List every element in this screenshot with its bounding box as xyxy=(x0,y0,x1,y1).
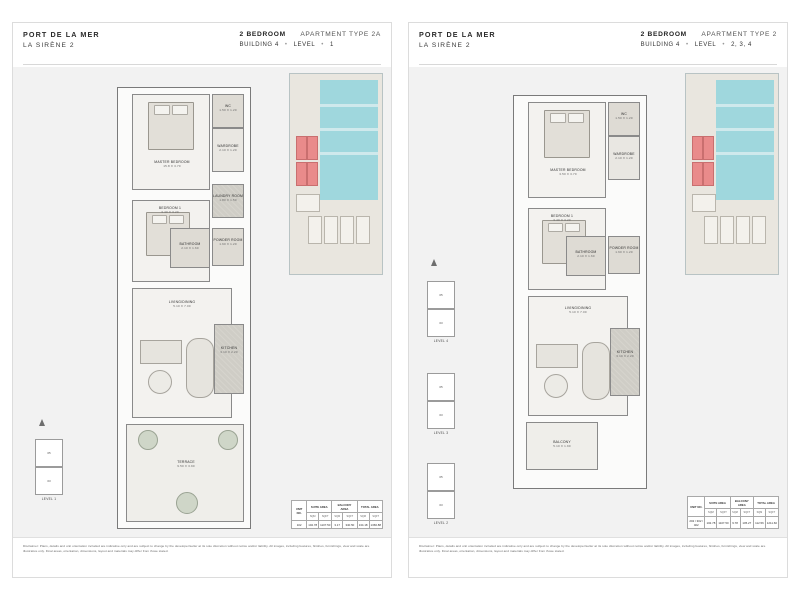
site-building-highlight-r1 xyxy=(692,136,703,160)
furniture-sofa xyxy=(140,340,182,364)
col-balcony-area-right: BALCONY AREA xyxy=(730,497,754,509)
sub-sqft-r1: SQFT xyxy=(717,509,730,517)
level-key-tile-3a: 05 xyxy=(427,373,455,401)
separator-dot-right-2: • xyxy=(722,42,726,48)
apartment-type: APARTMENT TYPE 2A xyxy=(300,31,381,38)
floor-plate-right xyxy=(513,95,647,489)
cell-suite-sqft: 1107.50 xyxy=(320,522,331,527)
site-building-highlight xyxy=(296,136,307,160)
site-building-highlight-2 xyxy=(307,136,318,160)
project-subtitle: LA SIRÈNE 2 xyxy=(23,42,75,49)
furniture-pillow-4 xyxy=(169,215,184,224)
site-pier-r3 xyxy=(716,152,774,155)
north-arrow-shape-right xyxy=(431,259,437,266)
site-building-r5 xyxy=(752,216,766,244)
cell-balcony-sqft-right: 105.27 xyxy=(740,517,754,529)
north-arrow-icon xyxy=(39,419,45,426)
plan-canvas-right xyxy=(409,67,787,537)
site-key-plan xyxy=(289,73,383,275)
room-label-kitchen-right: KITCHEN 3.10 X 2.20 xyxy=(616,350,634,359)
level-key-tile-3b: 03 xyxy=(427,401,455,429)
level-label-right: LEVEL xyxy=(694,42,717,48)
cell-suite-sqft-right: 1107.50 xyxy=(717,517,730,529)
site-building-highlight-r4 xyxy=(703,162,714,186)
sub-sqm-r2: SQM xyxy=(730,509,740,517)
level-label: LEVEL xyxy=(293,42,316,48)
plan-canvas-left xyxy=(13,67,391,537)
site-marina-water-right xyxy=(716,80,774,200)
site-building-r2 xyxy=(704,216,718,244)
floor-plate xyxy=(117,87,251,529)
level-key-block-3 xyxy=(427,373,455,435)
footer-left xyxy=(13,537,391,577)
project-title-right: PORT DE LA MER xyxy=(419,30,496,39)
sub-sqm-2: SQM xyxy=(332,513,343,521)
site-key-plan-right xyxy=(685,73,779,275)
furniture-pillow-r3 xyxy=(548,223,563,232)
cell-balcony-sqm-right: 9.78 xyxy=(730,517,740,529)
cell-suite-sqm: 102.78 xyxy=(308,522,318,527)
site-pier-r2 xyxy=(716,128,774,131)
cell-unit-no-right: 202 / 302 / 402 xyxy=(689,518,704,527)
floorplan-sheet-left xyxy=(12,22,392,578)
furniture-dining-table-right xyxy=(582,342,610,400)
room-label-wc-right: WC 1.50 X 1.20 xyxy=(615,112,633,121)
furniture-pillow-3 xyxy=(152,215,167,224)
area-table-header-row xyxy=(292,501,383,513)
sheet-gap-divider xyxy=(396,0,398,600)
apartment-type-right: APARTMENT TYPE 2 xyxy=(701,31,777,38)
room-powder-right xyxy=(608,236,640,274)
site-building-r3 xyxy=(720,216,734,244)
level-value-right: 2, 3, 4 xyxy=(731,42,752,48)
site-building-r1 xyxy=(692,194,716,212)
room-label-living-dining: LIVING/DINING 5.10 X 7.00 xyxy=(168,300,196,309)
level-key-tile-2a: 05 xyxy=(427,463,455,491)
col-total-area: TOTAL AREA xyxy=(357,501,382,513)
table-row xyxy=(292,521,383,529)
disclaimer-text: Disclaimer: Plans, details and unit orientation included are indicative only and are subject to change by the developer/seller at its sole discretion without notice and/or liability. All images, including features, finishes, furnishings, view and scale are illustrative only. Final areas, orientation, dimensions, layout and materials may differ from those stated. xyxy=(23,544,370,553)
room-label-wardrobe: WARDROBE 2.10 X 1.20 xyxy=(217,144,239,153)
sub-sqft-1: SQFT xyxy=(319,513,332,521)
site-building-highlight-r3 xyxy=(692,162,703,186)
area-table-header-row-right xyxy=(688,497,779,509)
level-key-block xyxy=(35,439,63,501)
building-label-right: BUILDING 4 xyxy=(640,42,680,48)
room-label-bathroom: BATHROOM 2.10 X 1.60 xyxy=(179,242,201,251)
room-label-bathroom-right: BATHROOM 2.10 X 1.60 xyxy=(575,250,597,259)
col-total-area-right: TOTAL AREA xyxy=(754,497,779,509)
room-label-kitchen: KITCHEN 3.10 X 2.20 xyxy=(220,346,238,355)
cell-balcony-sqm: 3.17 xyxy=(332,521,343,529)
room-label-powder-right: POWDER ROOM 1.60 X 1.20 xyxy=(609,246,639,255)
room-kitchen-right xyxy=(610,328,640,396)
col-suite-area: SUITE AREA xyxy=(307,501,332,513)
room-label-wardrobe-right: WARDROBE 2.10 X 1.20 xyxy=(613,152,635,161)
room-label-master-bedroom-right: MASTER BEDROOM 3.50 X 3.70 xyxy=(550,168,586,177)
furniture-pillow-r4 xyxy=(565,223,580,232)
furniture-pillow-r1 xyxy=(550,113,566,123)
col-unit-no-right: UNIT NO. xyxy=(688,497,705,517)
sheet-header-left xyxy=(13,23,391,65)
room-powder xyxy=(212,228,244,266)
north-arrow-icon-right xyxy=(431,259,437,266)
site-pier xyxy=(320,104,378,107)
level-key-tile-2: 03 xyxy=(35,467,63,495)
area-table-right xyxy=(687,496,779,529)
cell-suite-sqm-right: 102.78 xyxy=(705,517,717,529)
separator-dot: • xyxy=(284,42,288,48)
table-row-right xyxy=(688,517,779,529)
level-key-caption-2: LEVEL 2 xyxy=(433,521,449,525)
room-label-powder: POWDER ROOM 1.60 X 1.20 xyxy=(213,238,243,247)
header-meta xyxy=(240,31,381,48)
site-building-r4 xyxy=(736,216,750,244)
site-building-5 xyxy=(308,216,322,244)
room-label-bedroom-1-right: BEDROOM 1 3.40 X 3.20 xyxy=(550,214,574,223)
site-pier-2 xyxy=(320,128,378,131)
project-title: PORT DE LA MER xyxy=(23,30,100,39)
level-key-caption-3: LEVEL 3 xyxy=(433,431,449,435)
furniture-dining-table xyxy=(186,338,214,398)
cell-total-sqm: 134.18 xyxy=(358,522,368,527)
furniture-coffee-table xyxy=(148,370,172,394)
furniture-pillow-r2 xyxy=(568,113,584,123)
sub-sqft-r3: SQFT xyxy=(765,509,778,517)
planter-icon-3 xyxy=(176,492,198,514)
room-label-master-bedroom: MASTER BEDROOM 15.8 X 3.70 xyxy=(154,160,190,169)
header-divider xyxy=(23,64,381,65)
level-key-tile-4b: 03 xyxy=(427,309,455,337)
sub-sqft-3: SQFT xyxy=(369,513,382,521)
cell-unit-no: 102 xyxy=(292,521,307,529)
sub-sqm-r1: SQM xyxy=(705,509,717,517)
level-key-tile: 05 xyxy=(35,439,63,467)
header-meta-right xyxy=(641,31,777,48)
site-building-highlight-3 xyxy=(296,162,307,186)
site-building-highlight-r2 xyxy=(703,136,714,160)
room-label-balcony: BALCONY 5.10 X 1.90 xyxy=(553,440,571,449)
level-key-tile-4a: 05 xyxy=(427,281,455,309)
site-building xyxy=(296,194,320,212)
site-building-3 xyxy=(340,216,354,244)
room-label-wc: WC 1.50 X 1.20 xyxy=(219,104,237,113)
north-arrow-shape xyxy=(39,419,45,426)
col-suite-area-right: SUITE AREA xyxy=(705,497,730,509)
sub-sqm-1: SQM xyxy=(307,513,319,521)
site-building-2 xyxy=(324,216,338,244)
site-pier-3 xyxy=(320,152,378,155)
cell-total-sqft: 1366.88 xyxy=(370,522,381,527)
room-label-living-dining-right: LIVING/DINING 5.10 X 7.00 xyxy=(564,306,592,315)
room-label-laundry: LAUNDRY ROOM 1.80 X 1.50 xyxy=(213,194,243,203)
furniture-coffee-table-right xyxy=(544,374,568,398)
unit-type-right: 2 BEDROOM xyxy=(640,31,687,38)
separator-dot-right: • xyxy=(685,42,689,48)
disclaimer-text-right: Disclaimer: Plans, details and unit orientation included are indicative only and are subject to change by the developer/seller at its sole discretion without notice and/or liability. All images, including features, finishes, furnishings, view and scale are illustrative only. Final areas, orientation, dimensions, layout and materials may differ from those stated. xyxy=(419,544,766,553)
sub-sqft-r2: SQFT xyxy=(740,509,754,517)
level-key-block-4 xyxy=(427,281,455,343)
level-key-block-2 xyxy=(427,463,455,525)
sub-sqm-r3: SQM xyxy=(754,509,766,517)
footer-right xyxy=(409,537,787,577)
header-divider-right xyxy=(419,64,777,65)
site-building-highlight-4 xyxy=(307,162,318,186)
level-key-caption-4: LEVEL 4 xyxy=(433,339,449,343)
sub-sqm-3: SQM xyxy=(357,513,369,521)
level-key-caption: LEVEL 1 xyxy=(41,497,57,501)
project-subtitle-right: LA SIRÈNE 2 xyxy=(419,42,471,49)
cell-balcony-sqft: 340.50 xyxy=(343,521,358,529)
area-table-left xyxy=(291,500,383,529)
building-label: BUILDING 4 xyxy=(239,42,279,48)
room-label-bedroom-1: BEDROOM 1 3.40 X 3.20 xyxy=(158,206,182,215)
site-marina-water xyxy=(320,80,378,200)
furniture-sofa-right xyxy=(536,344,578,368)
furniture-pillow-2 xyxy=(172,105,188,115)
cell-total-sqm-right: 112.56 xyxy=(754,517,766,529)
site-building-4 xyxy=(356,216,370,244)
floorplan-sheet-right xyxy=(408,22,788,578)
site-pier-r1 xyxy=(716,104,774,107)
cell-total-sqft-right: 1211.60 xyxy=(765,517,778,529)
level-key-tile-2b: 03 xyxy=(427,491,455,519)
room-kitchen xyxy=(214,324,244,394)
level-value: 1 xyxy=(329,42,334,48)
planter-icon xyxy=(138,430,158,450)
planter-icon-2 xyxy=(218,430,238,450)
unit-type: 2 BEDROOM xyxy=(239,31,286,38)
furniture-pillow xyxy=(154,105,170,115)
sheet-header-right xyxy=(409,23,787,65)
sub-sqft-2: SQFT xyxy=(343,513,358,521)
separator-dot-2: • xyxy=(321,42,324,48)
room-label-terrace: TERRACE 9.50 X 3.90 xyxy=(177,460,195,469)
col-balcony-area: BALCONY AREA xyxy=(332,501,357,513)
col-unit-no: UNIT NO. xyxy=(292,501,307,521)
